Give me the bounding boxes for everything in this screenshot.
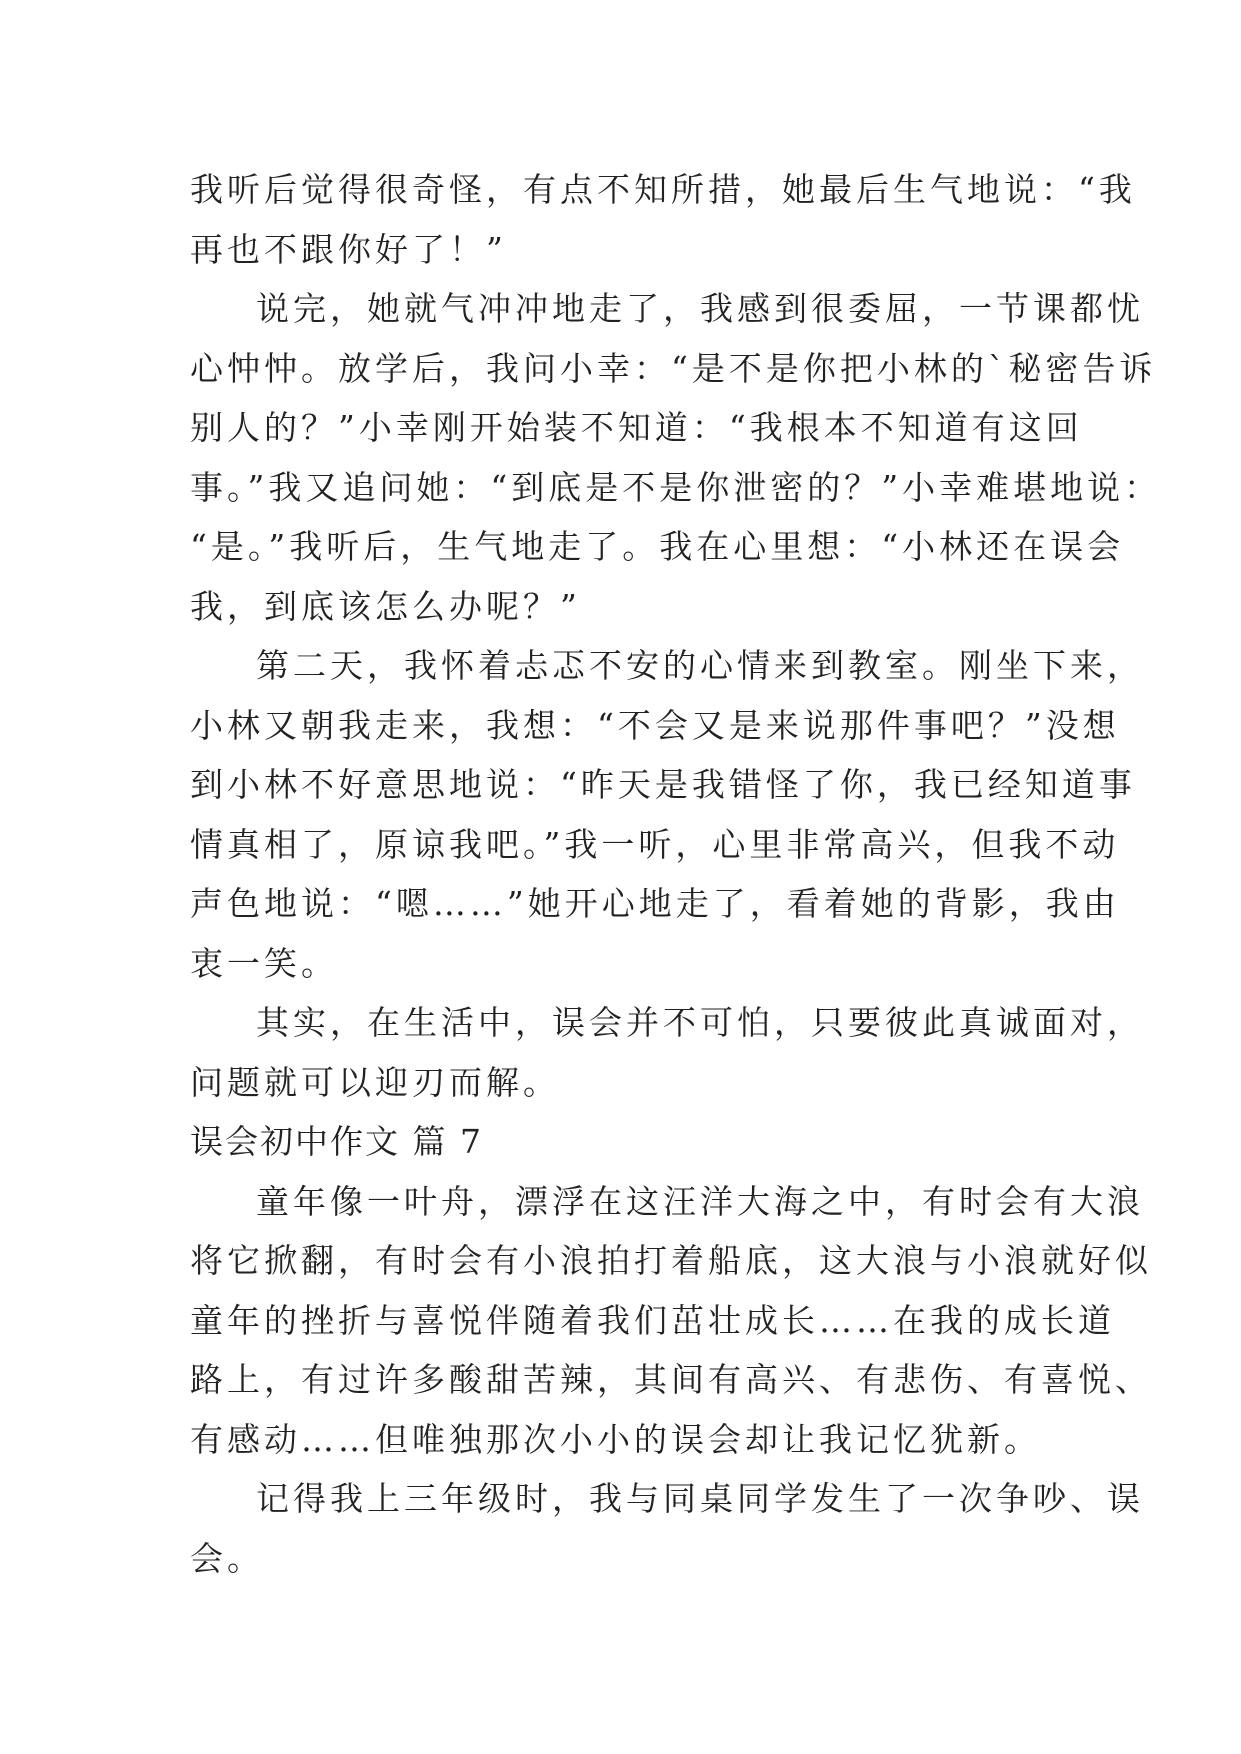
section-heading: 误会初中作文 篇 7 [190, 1122, 483, 1161]
text-line: 小林又朝我走来，我想：“不会又是来说那件事吧？”没想 [190, 705, 1120, 745]
text-line: 将它掀翻，有时会有小浪拍打着船底，这大浪与小浪就好似 [190, 1241, 1152, 1280]
text-line: 童年的挫折与喜悦伴随着我们茁壮成长……在我的成长道 [190, 1300, 1115, 1340]
text-line: 我听后觉得很奇怪，有点不知所措，她最后生气地说：“我 [190, 170, 1136, 209]
text-line: 衷一笑。 [190, 943, 338, 983]
text-line: “是。”我听后，生气地走了。我在心里想：“小林还在误会 [190, 527, 1125, 566]
text-line: 声色地说：“嗯……”她开心地走了，看着她的背影，我由 [190, 884, 1120, 923]
text-line: 别人的？”小幸刚开始装不知道：“我根本不知道有这回 [190, 408, 1083, 447]
text-line: 事。”我又追问她：“到底是不是你泄密的？”小幸难堪地说： [190, 467, 1162, 507]
text-line: 记得我上三年级时，我与同桌同学发生了一次争吵、误 [256, 1479, 1144, 1518]
text-line: 再也不跟你好了！” [190, 229, 507, 269]
document-body [190, 160, 1162, 1588]
text-line: 第二天，我怀着忐忑不安的心情来到教室。刚坐下来， [256, 646, 1144, 685]
text-line: 有感动……但唯独那次小小的误会却让我记忆犹新。 [190, 1419, 1041, 1459]
text-line: 说完，她就气冲冲地走了，我感到很委屈，一节课都忧 [256, 289, 1144, 328]
text-line: 其实，在生活中，误会并不可怕，只要彼此真诚面对， [256, 1003, 1144, 1042]
text-line: 路上，有过许多酸甜苦辣，其间有高兴、有悲伤、有喜悦、 [190, 1360, 1152, 1399]
text-line: 童年像一叶舟，漂浮在这汪洋大海之中，有时会有大浪 [256, 1181, 1144, 1221]
text-line: 问题就可以迎刃而解。 [190, 1062, 560, 1102]
text-line: 我，到底该怎么办呢？” [190, 586, 581, 626]
text-line: 会。 [190, 1538, 264, 1578]
text-line: 情真相了，原谅我吧。”我一听，心里非常高兴，但我不动 [190, 824, 1120, 864]
text-line: 心忡忡。放学后，我问小幸：“是不是你把小林的`秘密告诉 [190, 348, 1157, 388]
text-line: 到小林不好意思地说：“昨天是我错怪了你，我已经知道事 [190, 765, 1136, 804]
